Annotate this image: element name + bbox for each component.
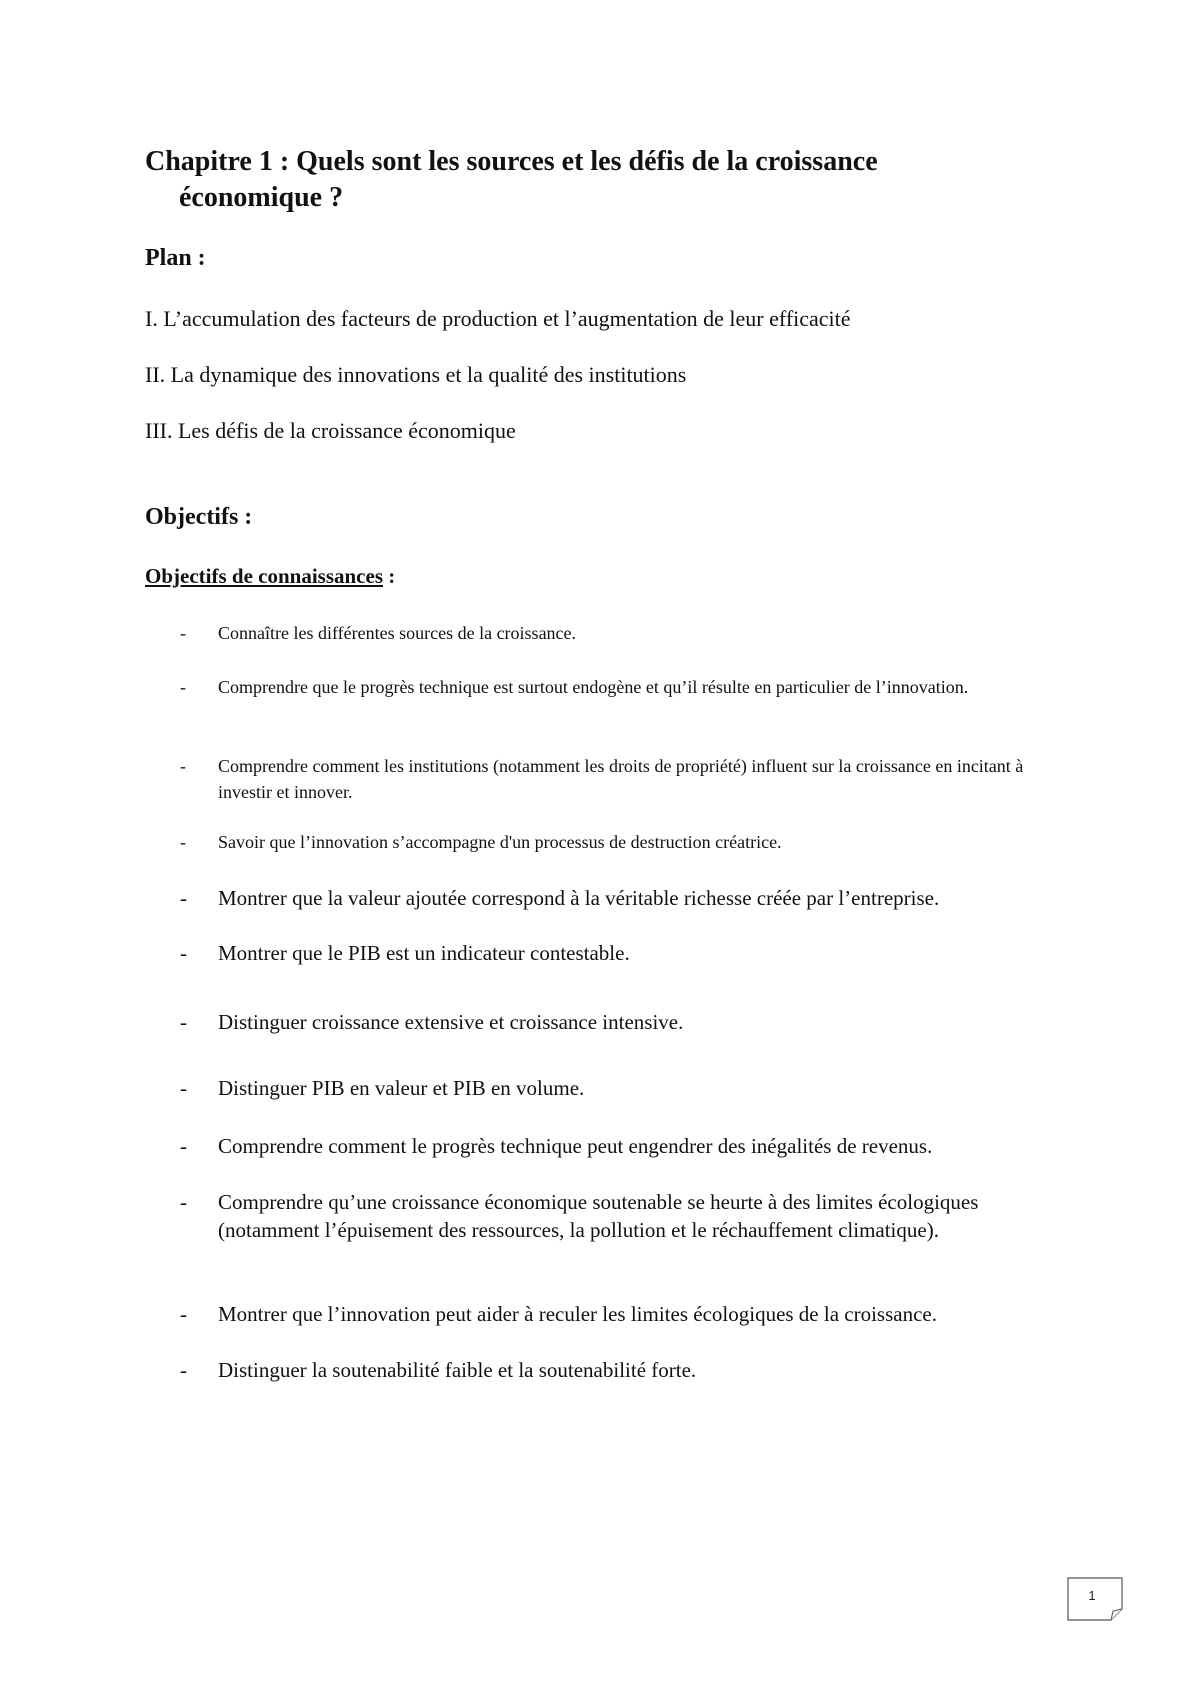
objective-text: Montrer que la valeur ajoutée correspond à la véritable richesse créée par l’entreprise. [218, 886, 940, 910]
objective-text: Distinguer PIB en valeur et PIB en volume. [218, 1076, 585, 1100]
objectives-subheading [145, 564, 395, 589]
objective-text: Comprendre comment les institutions (notamment les droits de propriété) influent sur la croissance en incitant à investir et innover. [218, 756, 1024, 802]
bullet-dash: - [180, 1358, 187, 1382]
objective-text: Connaître les différentes sources de la croissance. [218, 623, 577, 643]
bullet-dash: - [180, 886, 187, 910]
bullet-dash: - [180, 832, 186, 852]
objective-text: Distinguer la soutenabilité faible et la soutenabilité forte. [218, 1358, 697, 1382]
objective-item [180, 1188, 1080, 1244]
objective-text: Comprendre que le progrès technique est surtout endogène et qu’il résulte en particulier de l’innovation. [218, 677, 969, 697]
objective-item [180, 1008, 1080, 1036]
objective-text: Savoir que l’innovation s’accompagne d'un processus de destruction créatrice. [218, 832, 782, 852]
bullet-dash: - [180, 756, 186, 776]
bullet-dash: - [180, 1302, 187, 1326]
objective-item [180, 1356, 1080, 1384]
chapter-title [145, 144, 1045, 216]
plan-item-1: I. L’accumulation des facteurs de production et l’augmentation de leur efficacité [145, 306, 851, 331]
plan-heading: Plan : [145, 245, 206, 271]
bullet-dash: - [180, 1010, 187, 1034]
objective-item [180, 620, 1080, 646]
objective-item [180, 829, 1080, 855]
objective-item [180, 674, 1080, 700]
bullet-dash: - [180, 1134, 187, 1158]
objective-item [180, 939, 1080, 967]
objective-text: Montrer que le PIB est un indicateur contestable. [218, 941, 630, 965]
objective-text: Distinguer croissance extensive et croissance intensive. [218, 1010, 684, 1034]
page-number-box [1067, 1577, 1123, 1621]
objective-text: Montrer que l’innovation peut aider à reculer les limites écologiques de la croissance. [218, 1302, 937, 1326]
bullet-dash: - [180, 1190, 187, 1214]
objectives-subheading-label: Objectifs de connaissances [145, 564, 383, 588]
chapter-title-line2: économique ? [179, 182, 344, 213]
objective-item [180, 1132, 1080, 1160]
objective-item [180, 884, 1080, 912]
objective-item [180, 1300, 1080, 1328]
bullet-dash: - [180, 623, 186, 643]
objectives-subheading-suffix: : [383, 564, 396, 588]
objective-text: Comprendre comment le progrès technique peut engendrer des inégalités de revenus. [218, 1134, 933, 1158]
objective-item [180, 753, 1080, 805]
plan-item-2: II. La dynamique des innovations et la qualité des institutions [145, 362, 687, 387]
bullet-dash: - [180, 941, 187, 965]
bullet-dash: - [180, 1076, 187, 1100]
page-number: 1 [1088, 1588, 1096, 1603]
objective-item [180, 1074, 1080, 1102]
objective-text: Comprendre qu’une croissance économique soutenable se heurte à des limites écologiques (notamment l’épuisement des ressources, la pollution et le réchauffement climatique). [218, 1190, 979, 1242]
objectives-heading: Objectifs : [145, 504, 253, 530]
bullet-dash: - [180, 677, 186, 697]
chapter-title-line1: Chapitre 1 : Quels sont les sources et les défis de la croissance [145, 146, 878, 177]
plan-item-3: III. Les défis de la croissance économique [145, 418, 516, 443]
